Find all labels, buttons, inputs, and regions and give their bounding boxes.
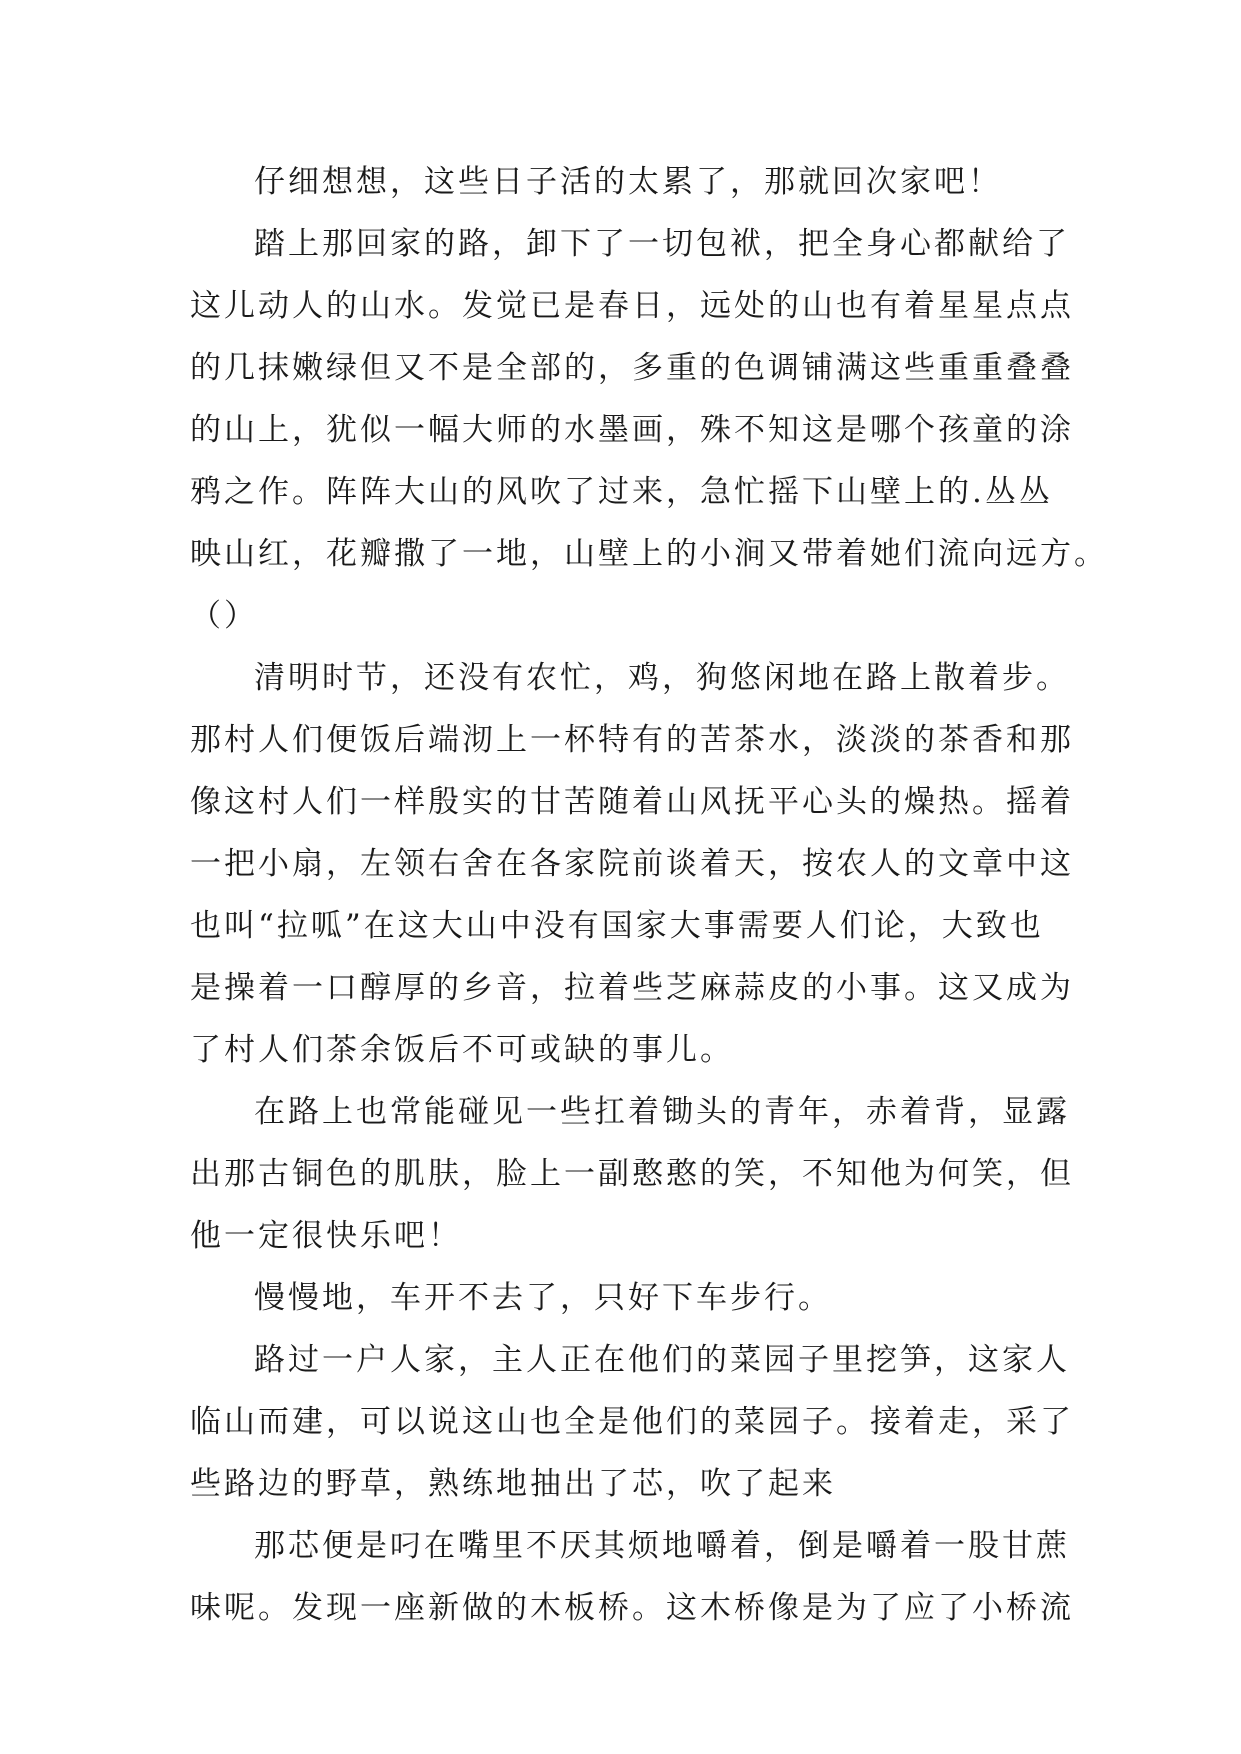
text-line: 映山红，花瓣撒了一地，山壁上的小涧又带着她们流向远方。 — [190, 536, 1108, 572]
text-line: 慢慢地，车开不去了，只好下车步行。 — [254, 1280, 832, 1316]
text-line: 踏上那回家的路，卸下了一切包袱，把全身心都献给了 — [254, 226, 1070, 262]
text-line: 仔细想想，这些日子活的太累了，那就回次家吧！ — [254, 164, 1002, 200]
text-line: 一把小扇，左领右舍在各家院前谈着天，按农人的文章中这 — [190, 846, 1074, 882]
text-line: 清明时节，还没有农忙，鸡，狗悠闲地在路上散着步。 — [254, 660, 1070, 696]
text-line: 他一定很快乐吧！ — [190, 1218, 462, 1254]
text-line: 也叫“拉呱”在这大山中没有国家大事需要人们论，大致也 — [190, 908, 1044, 944]
text-line: 出那古铜色的肌肤，脸上一副憨憨的笑，不知他为何笑，但 — [190, 1156, 1074, 1192]
body-text — [190, 151, 1108, 1639]
text-line: 这儿动人的山水。发觉已是春日，远处的山也有着星星点点 — [190, 288, 1074, 324]
text-line: 是操着一口醇厚的乡音，拉着些芝麻蒜皮的小事。这又成为 — [190, 970, 1074, 1006]
text-line: 些路边的野草，熟练地抽出了芯，吹了起来 — [190, 1466, 836, 1502]
text-line: 鸦之作。阵阵大山的风吹了过来，急忙摇下山壁上的.丛丛 — [190, 474, 1053, 510]
text-line: 那芯便是叼在嘴里不厌其烦地嚼着，倒是嚼着一股甘蔗 — [254, 1528, 1070, 1564]
text-line: 路过一户人家，主人正在他们的菜园子里挖笋，这家人 — [254, 1342, 1070, 1378]
text-line: （） — [190, 598, 258, 634]
text-line: 了村人们茶余饭后不可或缺的事儿。 — [190, 1032, 734, 1068]
text-line: 的几抹嫩绿但又不是全部的，多重的色调铺满这些重重叠叠 — [190, 350, 1074, 386]
text-line: 那村人们便饭后端沏上一杯特有的苦茶水，淡淡的茶香和那 — [190, 722, 1074, 758]
text-line: 味呢。发现一座新做的木板桥。这木桥像是为了应了小桥流 — [190, 1590, 1074, 1626]
text-line: 临山而建，可以说这山也全是他们的菜园子。接着走，采了 — [190, 1404, 1074, 1440]
text-line: 在路上也常能碰见一些扛着锄头的青年，赤着背，显露 — [254, 1094, 1070, 1130]
text-line: 像这村人们一样殷实的甘苦随着山风抚平心头的燥热。摇着 — [190, 784, 1074, 820]
text-line: 的山上，犹似一幅大师的水墨画，殊不知这是哪个孩童的涂 — [190, 412, 1074, 448]
